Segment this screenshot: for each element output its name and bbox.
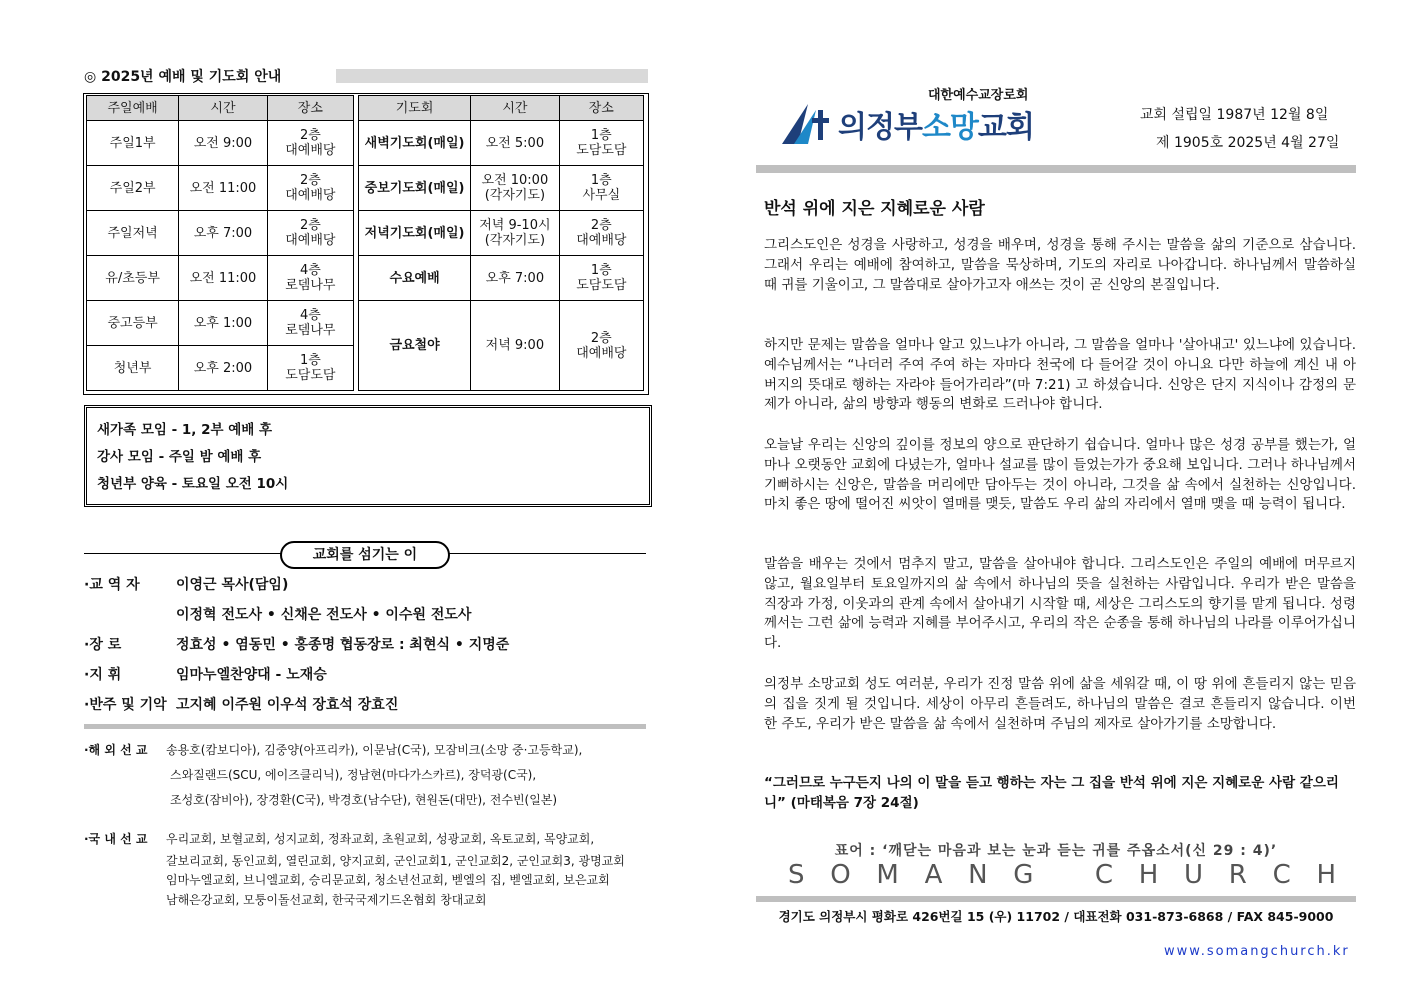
english-letter: U — [1184, 860, 1204, 890]
table-row — [359, 121, 644, 166]
prayer-meeting-table — [358, 95, 644, 391]
church-logo-icon — [780, 100, 834, 146]
staff-row: ·반주 및 기악 고지혜 이주원 이우석 장효석 장효진 — [84, 697, 399, 713]
mission-line: 우리교회, 보혈교회, 성지교회, 정좌교회, 초원교회, 성광교회, 옥토교회, 목양교회, — [166, 832, 595, 846]
divider — [756, 896, 1356, 902]
sermon-paragraph: 하지만 문제는 말씀을 얼마나 알고 있느냐가 아니라, 그 말씀을 얼마나 '살아내고' 있느냐에 있습니다. 예수님께서는 “나더러 주여 주여 하는 자마다 천국에 다 들어갈 것이 아니요 다만 하늘에 계신 내 아버지의 뜻대로 행하는 자라야 들어가리라”(마 7:21) 고 하셨습니다. 신앙은 단지 지식이나 감정의 문제가 아니라, 삶의 방향과 행동의 변화로 드러나야 합니다. — [764, 337, 1356, 413]
row-place: 2층 대예배당 — [267, 211, 353, 256]
staff-row: ·장 로 정효성 • 염동민 • 홍종명 협동장로 : 최현식 • 지명준 — [84, 637, 510, 653]
sermon-paragraph: 그리스도인은 성경을 사랑하고, 성경을 배우며, 성경을 통해 주시는 말씀을 삶의 기준으로 삼습니다. 그래서 우리는 예배에 참여하고, 말씀을 묵상하며, 기도의 자리로 나아갑니다. 하나님께서 말씀하실 때 귀를 기울이고, 그 말씀대로 살아가고자 애쓰는 것이 곧 신앙의 본질입니다. — [764, 237, 1356, 293]
mission-line: 남해은강교회, 모퉁이돌선교회, 한국국제기드온협회 창대교회 — [166, 893, 487, 907]
english-letter: C — [1272, 860, 1291, 890]
row-place: 2층 대예배당 — [559, 301, 643, 391]
staff-row: ·지 휘 임마누엘찬양대 - 노재승 — [84, 667, 327, 683]
website-link[interactable]: www.somangchurch.kr — [1164, 944, 1350, 959]
row-time: 오후 1:00 — [179, 301, 267, 346]
col-header: 주일예배 — [87, 96, 179, 121]
row-place: 2층 대예배당 — [267, 121, 353, 166]
staff-row: ·교 역 자 이영근 목사(담임) — [84, 577, 289, 593]
col-header: 장소 — [267, 96, 353, 121]
mission-line: 스와질랜드(SCU, 에이즈클리닉), 정남현(마다가스카르), 장덕광(C국), — [170, 768, 537, 782]
table-row — [359, 166, 644, 211]
schedule-title: ◎ 2025년 예배 및 기도회 안내 — [84, 66, 648, 84]
row-time: 저녁 9-10시 (각자기도) — [471, 211, 560, 256]
row-place: 4층 로뎀나무 — [267, 256, 353, 301]
table-row — [87, 211, 354, 256]
row-name: 유/초등부 — [87, 256, 179, 301]
english-letter: O — [830, 860, 851, 890]
sermon-paragraph: 말씀을 배우는 것에서 멈추지 말고, 말씀을 살아내야 합니다. 그리스도인은 주일의 예배에 머무르지 않고, 월요일부터 토요일까지의 삶 속에서 하나님의 뜻을 실천하는 사람입니다. 우리가 받은 말씀을 직장과 가정, 이웃과의 관계 속에서 살아내기 시작할 때, 세상은 그리스도의 향기를 맡게 됩니다. 성령께서는 그런 삶에 능력과 지혜를 부어주시고, 우리의 작은 순종을 통해 하나님의 나라를 이루어가십니다. — [764, 556, 1356, 652]
church-name: 의정부소망교회 — [838, 110, 1034, 145]
english-letter — [1059, 860, 1069, 890]
row-time: 오후 2:00 — [179, 346, 267, 391]
sermon-paragraph: 의정부 소망교회 성도 여러분, 우리가 진정 말씀 위에 삶을 세워갈 때, 이 땅 위에 흔들리지 않는 믿음의 집을 짓게 될 것입니다. 세상이 아무리 흔들려도, 하나님의 말씀은 결코 흔들리지 않습니다. 이번 한 주도, 우리가 받은 말씀을 삶 속에서 실천하며 주님의 제자로 살아가기를 소망합니다. — [764, 676, 1356, 732]
sermon-paragraph: 오늘날 우리는 신앙의 깊이를 정보의 양으로 판단하기 쉽습니다. 얼마나 많은 성경 공부를 했는가, 얼마나 오랫동안 교회에 다녔는가, 얼마나 설교를 많이 들었는가가 중요해 보입니다. 그러나 하나님께서 기뻐하시는 신앙은, 말씀을 머리에만 담아두는 것이 아니라, 그것을 삶 속에서 실천하는 신앙입니다. 마치 좋은 땅에 떨어진 씨앗이 열매를 맺듯, 말씀도 우리 삶의 자리에서 열매 맺을 때 능력이 됩니다. — [764, 437, 1356, 513]
row-name: 중보기도회(매일) — [359, 166, 471, 211]
english-letter: C — [1094, 860, 1114, 890]
church-motto: 표어 : ‘깨닫는 마음과 보는 눈과 듣는 귀를 주옵소서(신 29 : 4)’ — [834, 843, 1278, 859]
row-name: 주일1부 — [87, 121, 179, 166]
english-name — [788, 860, 1336, 890]
table-row — [87, 346, 354, 391]
established-date: 교회 설립일 1987년 12월 8일 — [1140, 107, 1329, 123]
domestic-missions-label: ·국 내 선 교 — [84, 832, 148, 846]
divider — [84, 724, 646, 729]
table-row — [87, 166, 354, 211]
row-time: 저녁 9:00 — [471, 301, 560, 391]
row-name: 수요예배 — [359, 256, 471, 301]
table-row — [87, 256, 354, 301]
notice-item: 강사 모임 - 주일 밤 예배 후 — [97, 449, 262, 465]
col-header: 시간 — [471, 96, 560, 121]
row-name: 주일저녁 — [87, 211, 179, 256]
mission-line: 갈보리교회, 동인교회, 열린교회, 양지교회, 군인교회1, 군인교회2, 군인교회3, 광명교회 — [166, 854, 625, 868]
english-letter: M — [876, 860, 899, 890]
sermon-title: 반석 위에 지은 지혜로운 사람 — [764, 199, 985, 219]
english-letter: R — [1228, 860, 1247, 890]
staff-row: 이정혁 전도사 • 신채은 전도사 • 이수원 전도사 — [176, 607, 472, 623]
row-name: 중고등부 — [87, 301, 179, 346]
servants-heading: 교회를 섬기는 이 — [280, 541, 450, 569]
english-letter: H — [1138, 860, 1159, 890]
table-row — [87, 121, 354, 166]
row-name: 청년부 — [87, 346, 179, 391]
row-time: 오전 11:00 — [179, 256, 267, 301]
row-time: 오전 5:00 — [471, 121, 560, 166]
row-name: 새벽기도회(매일) — [359, 121, 471, 166]
row-place: 1층 도담도담 — [267, 346, 353, 391]
row-time: 오전 11:00 — [179, 166, 267, 211]
mission-line: 송용호(캄보디아), 김중양(아프리카), 이문남(C국), 모잠비크(소망 중·고등학교), — [166, 743, 583, 757]
sunday-worship-table — [86, 95, 354, 391]
divider — [756, 165, 1356, 173]
english-letter: S — [788, 860, 805, 890]
row-place: 2층 대예배당 — [559, 211, 643, 256]
mission-line: 조성호(잠비아), 장경환(C국), 박경호(남수단), 현원돈(대만), 전수빈(일본) — [170, 793, 558, 807]
table-row — [359, 256, 644, 301]
row-place: 1층 도담도담 — [559, 121, 643, 166]
col-header: 시간 — [179, 96, 267, 121]
notice-item: 새가족 모임 - 1, 2부 예배 후 — [97, 422, 273, 438]
row-name: 저녁기도회(매일) — [359, 211, 471, 256]
english-letter: N — [968, 860, 988, 890]
row-place: 1층 도담도담 — [559, 256, 643, 301]
row-time: 오전 10:00 (각자기도) — [471, 166, 560, 211]
row-name: 금요철야 — [359, 301, 471, 391]
notice-item: 청년부 양육 - 토요일 오전 10시 — [97, 476, 289, 492]
row-name: 주일2부 — [87, 166, 179, 211]
row-place: 1층 사무실 — [559, 166, 643, 211]
row-place: 4층 로뎀나무 — [267, 301, 353, 346]
scripture-quote: “그러므로 누구든지 나의 이 말을 듣고 행하는 자는 그 집을 반석 위에 지은 지혜로운 사람 같으리니” (마태복음 7장 24절) — [764, 775, 1339, 811]
table-row — [359, 301, 644, 391]
col-header: 장소 — [559, 96, 643, 121]
denomination: 대한예수교장로회 — [928, 88, 1029, 103]
col-header: 기도회 — [359, 96, 471, 121]
row-time: 오후 7:00 — [179, 211, 267, 256]
issue-number: 제 1905호 2025년 4월 27일 — [1156, 135, 1340, 151]
notice-box — [84, 405, 652, 507]
english-letter: G — [1013, 860, 1034, 890]
overseas-missions-label: ·해 외 선 교 — [84, 743, 148, 757]
english-letter: H — [1316, 860, 1336, 890]
table-row — [359, 211, 644, 256]
table-row — [87, 301, 354, 346]
address: 경기도 의정부시 평화로 426번길 15 (우) 11702 / 대표전화 031-873-6868 / FAX 845-9000 — [778, 909, 1334, 924]
row-time: 오후 7:00 — [471, 256, 560, 301]
english-letter: A — [924, 860, 943, 890]
row-time: 오전 9:00 — [179, 121, 267, 166]
mission-line: 임마누엘교회, 브니엘교회, 승리문교회, 청소년선교회, 벧엘의 집, 벧엘교회, 보은교회 — [166, 873, 610, 887]
row-place: 2층 대예배당 — [267, 166, 353, 211]
